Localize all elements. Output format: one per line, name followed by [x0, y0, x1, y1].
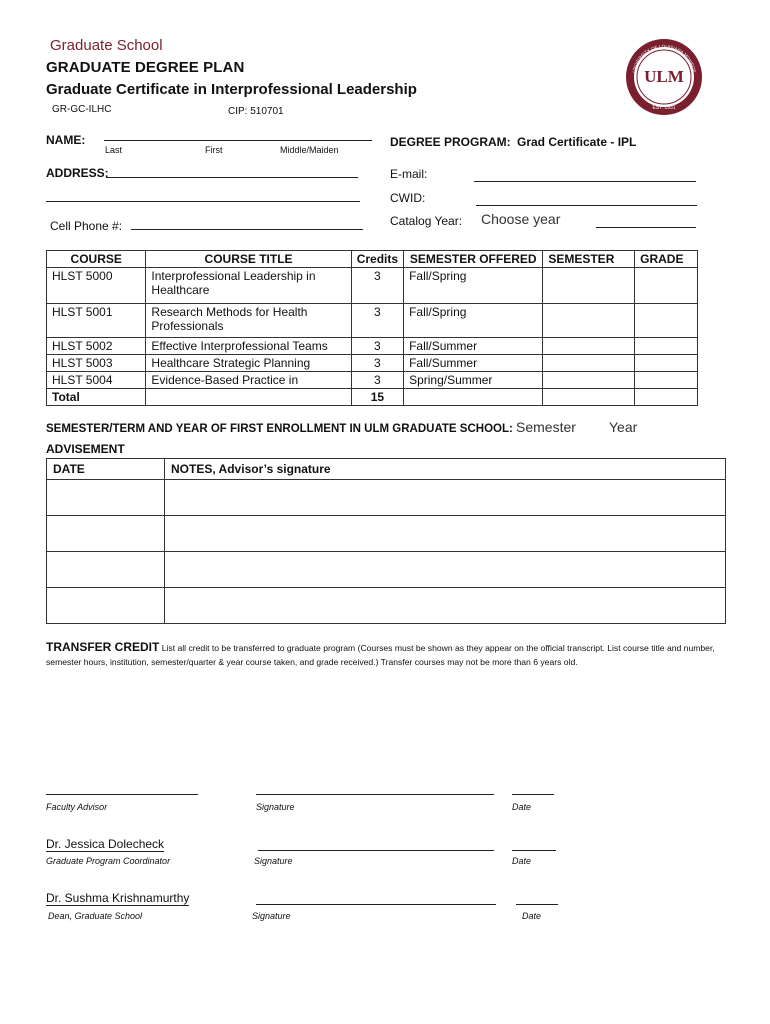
transfer-credit-text: List all credit to be transferred to graduate program (Courses must be shown as they appear on the official transcript. List course title and number, semester hours, institution, semester/quarter & year course taken, and grade received.) Transfer courses may not be more than 6 years old.	[46, 643, 715, 667]
advisement-col-date: DATE	[47, 459, 165, 480]
faculty-advisor-date-line[interactable]	[512, 794, 554, 795]
course-code: HLST 5002	[47, 338, 146, 355]
course-credits: 3	[351, 338, 403, 355]
coordinator-caption: Graduate Program Coordinator	[46, 856, 171, 866]
course-credits: 3	[351, 268, 403, 304]
course-credits: 3	[351, 355, 403, 372]
table-row	[47, 268, 698, 304]
total-row	[47, 389, 698, 406]
coordinator-date-caption: Date	[512, 856, 532, 866]
logo-year: EST. 1931	[652, 105, 676, 111]
enrollment-semester-dropdown[interactable]: Semester	[516, 419, 576, 435]
advisement-notes-cell[interactable]	[165, 516, 726, 552]
advisement-date-cell[interactable]	[47, 588, 165, 624]
advisement-col-notes: NOTES, Advisor’s signature	[165, 459, 726, 480]
name-label: NAME:	[46, 133, 86, 147]
logo-text: ULM	[644, 67, 684, 86]
enrollment-year-dropdown[interactable]: Year	[609, 419, 638, 435]
cwid-field[interactable]	[476, 205, 697, 206]
catalog-year-dropdown[interactable]: Choose year	[481, 211, 561, 227]
course-grade-cell[interactable]	[635, 304, 698, 338]
cell-phone-field[interactable]	[131, 229, 363, 230]
transfer-credit-block	[46, 640, 726, 669]
advisement-notes-cell[interactable]	[165, 480, 726, 516]
course-table-header	[47, 251, 698, 268]
table-row	[47, 552, 726, 588]
course-grade-cell[interactable]	[635, 338, 698, 355]
table-row	[47, 338, 698, 355]
course-code: HLST 5004	[47, 372, 146, 389]
coordinator-date-line[interactable]	[512, 850, 556, 851]
header-semester: SEMESTER	[543, 251, 635, 268]
header-title: COURSE TITLE	[146, 251, 351, 268]
header-course: COURSE	[47, 251, 146, 268]
course-title: Evidence-Based Practice in	[146, 372, 351, 389]
header-semester-offered: SEMESTER OFFERED	[404, 251, 543, 268]
coordinator-signature-caption: Signature	[254, 856, 293, 866]
plan-title: GRADUATE DEGREE PLAN	[46, 59, 245, 76]
course-table	[46, 250, 698, 406]
table-row	[47, 588, 726, 624]
dean-date-line[interactable]	[516, 904, 558, 905]
coordinator-name: Dr. Jessica Dolecheck	[46, 837, 165, 851]
dean-caption: Dean, Graduate School	[48, 911, 143, 921]
course-grade-cell[interactable]	[635, 268, 698, 304]
course-title: Research Methods for Health Professionals	[146, 304, 351, 338]
dean-date-caption: Date	[522, 911, 542, 921]
email-label: E-mail:	[390, 167, 428, 181]
coordinator-signature-line[interactable]	[258, 850, 494, 851]
name-first-caption: First	[205, 145, 223, 155]
address-label: ADDRESS:	[46, 166, 109, 180]
catalog-year-label: Catalog Year:	[390, 214, 463, 228]
course-semester-cell[interactable]	[543, 372, 635, 389]
degree-program-label: DEGREE PROGRAM:	[390, 135, 511, 149]
ulm-seal-logo	[625, 38, 703, 116]
faculty-advisor-signature-line[interactable]	[256, 794, 494, 795]
course-credits: 3	[351, 372, 403, 389]
course-title: Interprofessional Leadership in Healthcare	[146, 268, 351, 304]
total-label: Total	[47, 389, 146, 406]
course-title: Healthcare Strategic Planning	[146, 355, 351, 372]
advisement-date-cell[interactable]	[47, 552, 165, 588]
course-semester-cell[interactable]	[543, 338, 635, 355]
course-semester-cell[interactable]	[543, 268, 635, 304]
name-middle-caption: Middle/Maiden	[280, 145, 339, 155]
dean-signature-line[interactable]	[256, 904, 496, 905]
faculty-advisor-date-caption: Date	[512, 802, 532, 812]
advisement-header	[47, 459, 726, 480]
faculty-advisor-name-line[interactable]	[46, 794, 198, 795]
faculty-advisor-caption: Faculty Advisor	[46, 802, 108, 812]
enrollment-label: SEMESTER/TERM AND YEAR OF FIRST ENROLLMENT IN ULM GRADUATE SCHOOL:	[46, 423, 513, 435]
header-grade: GRADE	[635, 251, 698, 268]
course-semester-cell[interactable]	[543, 355, 635, 372]
advisement-table	[46, 458, 726, 624]
address-field-2[interactable]	[46, 201, 360, 202]
table-row	[47, 355, 698, 372]
name-last-caption: Last	[105, 145, 123, 155]
cell-phone-label: Cell Phone #:	[50, 219, 123, 233]
total-credits: 15	[351, 389, 403, 406]
course-code: HLST 5000	[47, 268, 146, 304]
course-code: HLST 5001	[47, 304, 146, 338]
cwid-label: CWID:	[390, 191, 426, 205]
advisement-title: ADVISEMENT	[46, 442, 125, 456]
course-semester-cell[interactable]	[543, 304, 635, 338]
table-row	[47, 304, 698, 338]
table-row	[47, 480, 726, 516]
table-row	[47, 372, 698, 389]
course-offered: Spring/Summer	[404, 372, 543, 389]
course-credits: 3	[351, 304, 403, 338]
course-offered: Fall/Spring	[404, 268, 543, 304]
course-offered: Fall/Summer	[404, 338, 543, 355]
cip-code: CIP: 510701	[228, 106, 284, 117]
program-code: GR-GC-ILHC	[52, 104, 112, 115]
advisement-date-cell[interactable]	[47, 480, 165, 516]
name-field[interactable]	[104, 140, 372, 141]
degree-program-value: Grad Certificate - IPL	[517, 135, 637, 149]
advisement-notes-cell[interactable]	[165, 588, 726, 624]
email-field[interactable]	[474, 181, 696, 182]
advisement-date-cell[interactable]	[47, 516, 165, 552]
course-code: HLST 5003	[47, 355, 146, 372]
course-grade-cell[interactable]	[635, 372, 698, 389]
dean-name: Dr. Sushma Krishnamurthy	[46, 891, 190, 905]
transfer-credit-label: TRANSFER CREDIT	[46, 640, 160, 654]
course-offered: Fall/Spring	[404, 304, 543, 338]
address-field-1[interactable]	[106, 177, 358, 178]
course-offered: Fall/Summer	[404, 355, 543, 372]
header-credits: Credits	[351, 251, 403, 268]
faculty-advisor-signature-caption: Signature	[256, 802, 295, 812]
advisement-notes-cell[interactable]	[165, 552, 726, 588]
course-grade-cell[interactable]	[635, 355, 698, 372]
logo-ring-text: UNIVERSITY OF LOUISIANA MONROE	[631, 43, 697, 74]
school-name: Graduate School	[50, 37, 163, 54]
catalog-year-line	[596, 227, 696, 228]
dean-signature-caption: Signature	[252, 911, 291, 921]
course-title: Effective Interprofessional Teams	[146, 338, 351, 355]
certificate-title: Graduate Certificate in Interprofessional Leadership	[46, 81, 417, 98]
table-row	[47, 516, 726, 552]
